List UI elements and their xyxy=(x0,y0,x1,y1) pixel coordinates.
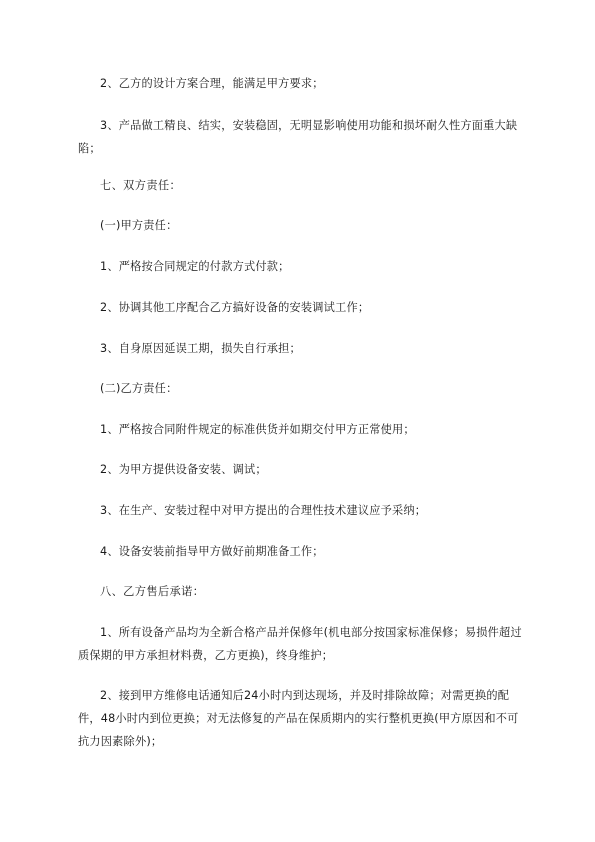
paragraph-repair-service: 2、接到甲方维修电话通知后24小时内到达现场，并及时排除故障；对需更换的配件，48小时内到位更换；对无法修复的产品在保质期内的实行整机更换(甲方原因和不可抗力因素除外)； xyxy=(78,689,519,748)
subheading-party-a: (一)甲方责任： xyxy=(100,219,178,232)
paragraph-b-install: 2、为甲方提供设备安装、调试； xyxy=(100,463,267,476)
paragraph-design-plan: 2、乙方的设计方案合理，能满足甲方要求； xyxy=(100,77,324,90)
paragraph-warranty: 1、所有设备产品均为全新合格产品并保修年(机电部分按国家标准保修；易损件超过质保期的甲方承担材料费，乙方更换)，终身维护； xyxy=(78,626,522,662)
section-heading-responsibilities: 七、双方责任： xyxy=(100,179,182,192)
paragraph-a-delay: 3、自身原因延误工期，损失自行承担； xyxy=(100,342,301,355)
paragraph-a-payment: 1、严格按合同规定的付款方式付款； xyxy=(100,260,290,273)
paragraph-a-coordinate: 2、协调其他工序配合乙方搞好设备的安装调试工作； xyxy=(100,301,370,314)
paragraph-b-suggestions: 3、在生产、安装过程中对甲方提出的合理性技术建议应予采纳； xyxy=(100,504,427,517)
section-heading-after-sales: 八、乙方售后承诺： xyxy=(100,585,205,598)
subheading-party-b: (二)乙方责任： xyxy=(100,382,178,395)
paragraph-b-supply: 1、严格按合同附件规定的标准供货并如期交付甲方正常使用； xyxy=(100,423,415,436)
paragraph-b-guidance: 4、设备安装前指导甲方做好前期准备工作； xyxy=(100,545,324,558)
paragraph-product-quality: 3、产品做工精良、结实，安装稳固，无明显影响使用功能和损坏耐久性方面重大缺陷； xyxy=(78,119,518,155)
